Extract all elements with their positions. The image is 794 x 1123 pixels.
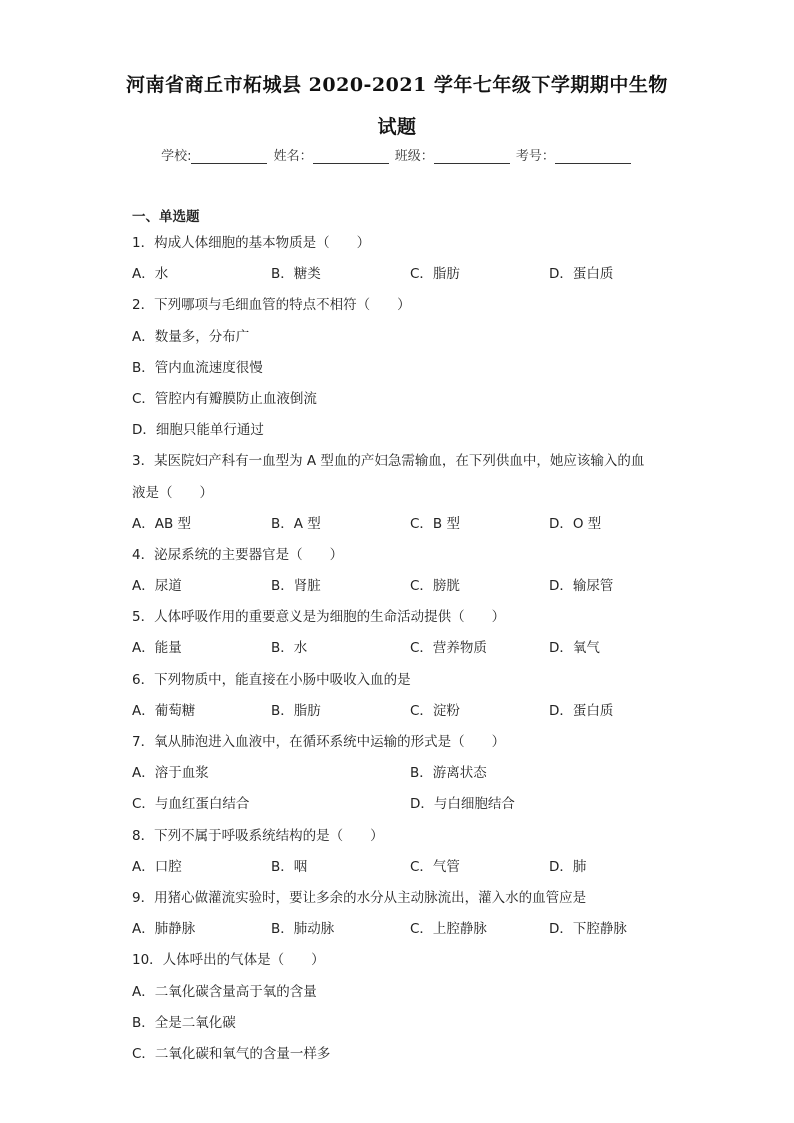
option: C．膀胱 xyxy=(410,578,460,595)
option: C．脂肪 xyxy=(410,266,460,283)
name-label: 姓名： xyxy=(273,149,313,164)
question-stem: 2．下列哪项与毛细血管的特点不相符（ ） xyxy=(132,297,411,314)
option: B．咽 xyxy=(271,858,308,875)
question-options xyxy=(132,571,672,602)
question-stem: 4．泌尿系统的主要器官是（ ） xyxy=(132,546,344,563)
question-options xyxy=(132,852,672,883)
question-stem: 1．构成人体细胞的基本物质是（ ） xyxy=(132,235,371,251)
option: B．游离状态 xyxy=(410,765,487,782)
class-blank[interactable] xyxy=(434,150,510,164)
option: A．二氧化碳含量高于氧的含量 xyxy=(132,983,317,1000)
name-blank[interactable] xyxy=(313,150,389,164)
question-stem: 10．人体呼出的气体是（ ） xyxy=(132,952,325,969)
option: B．糖类 xyxy=(271,266,321,283)
question-options xyxy=(132,758,672,789)
option: A．口腔 xyxy=(132,858,182,875)
option: D．蛋白质 xyxy=(549,266,614,283)
option: C．B 型 xyxy=(410,515,460,532)
option: C．淀粉 xyxy=(410,702,460,719)
option: A．尿道 xyxy=(132,578,182,595)
question-stem-continued: 液是（ ） xyxy=(132,484,213,501)
question-stem: 6．下列物质中，能直接在小肠中吸收入血的是 xyxy=(132,671,411,688)
question-stem: 5．人体呼吸作用的重要意义是为细胞的生命活动提供（ ） xyxy=(132,609,506,626)
class-label: 班级： xyxy=(394,149,434,164)
option: D．下腔静脉 xyxy=(549,921,627,938)
option: A．AB 型 xyxy=(132,515,192,532)
exam-number-blank[interactable] xyxy=(555,150,631,164)
option: C．上腔静脉 xyxy=(410,921,487,938)
option: B．肾脏 xyxy=(271,578,321,595)
option: C．营养物质 xyxy=(410,640,487,657)
option: D．O 型 xyxy=(549,515,602,532)
option: B．脂肪 xyxy=(271,702,321,719)
question-stem: 8．下列不属于呼吸系统结构的是（ ） xyxy=(132,827,384,844)
option: A．数量多，分布广 xyxy=(132,328,250,345)
exam-title-line-2: 试题 xyxy=(377,116,417,138)
option: A．能量 xyxy=(132,640,182,657)
question-stem: 9．用猪心做灌流实验时，要让多余的水分从主动脉流出，灌入水的血管应是 xyxy=(132,889,587,906)
option: A．水 xyxy=(132,266,169,283)
option: D．肺 xyxy=(549,858,587,875)
option: C．二氧化碳和氧气的含量一样多 xyxy=(132,1045,331,1062)
question-list xyxy=(132,206,672,1070)
option: C．气管 xyxy=(410,858,460,875)
option: A．溶于血浆 xyxy=(132,765,209,782)
option: D．输尿管 xyxy=(549,578,614,595)
option: B．水 xyxy=(271,640,308,657)
question-options xyxy=(132,696,672,727)
option: D．与白细胞结合 xyxy=(410,796,515,813)
option: A．葡萄糖 xyxy=(132,702,196,719)
question-stem: 3．某医院妇产科有一血型为 A 型血的产妇急需输血，在下列供血中，她应该输入的血 xyxy=(132,453,645,470)
option: A．肺静脉 xyxy=(132,921,196,938)
question-options xyxy=(132,633,672,664)
option: C．管腔内有瓣膜防止血液倒流 xyxy=(132,390,317,407)
question-stem: 7．氧从肺泡进入血液中，在循环系统中运输的形式是（ ） xyxy=(132,734,506,750)
exam-number-label: 考号： xyxy=(515,149,555,164)
question-options xyxy=(132,914,672,945)
student-info-line xyxy=(0,145,794,164)
option: D．蛋白质 xyxy=(549,702,614,719)
option: B．管内血流速度很慢 xyxy=(132,359,263,376)
option: B．肺动脉 xyxy=(271,921,335,938)
question-options xyxy=(132,509,672,540)
school-blank[interactable] xyxy=(191,150,267,164)
question-options xyxy=(132,259,672,290)
section-title: 一、单选题 xyxy=(132,209,200,225)
school-label: 学校: xyxy=(161,149,192,164)
option: D．细胞只能单行通过 xyxy=(132,422,264,439)
option: C．与血红蛋白结合 xyxy=(132,796,250,813)
option: B．全是二氧化碳 xyxy=(132,1014,236,1031)
option: D．氧气 xyxy=(549,640,600,657)
exam-title-line-1: 河南省商丘市柘城县 2020-2021 学年七年级下学期期中生物 xyxy=(126,74,668,96)
question-options xyxy=(132,789,672,820)
option: B．A 型 xyxy=(271,515,321,532)
